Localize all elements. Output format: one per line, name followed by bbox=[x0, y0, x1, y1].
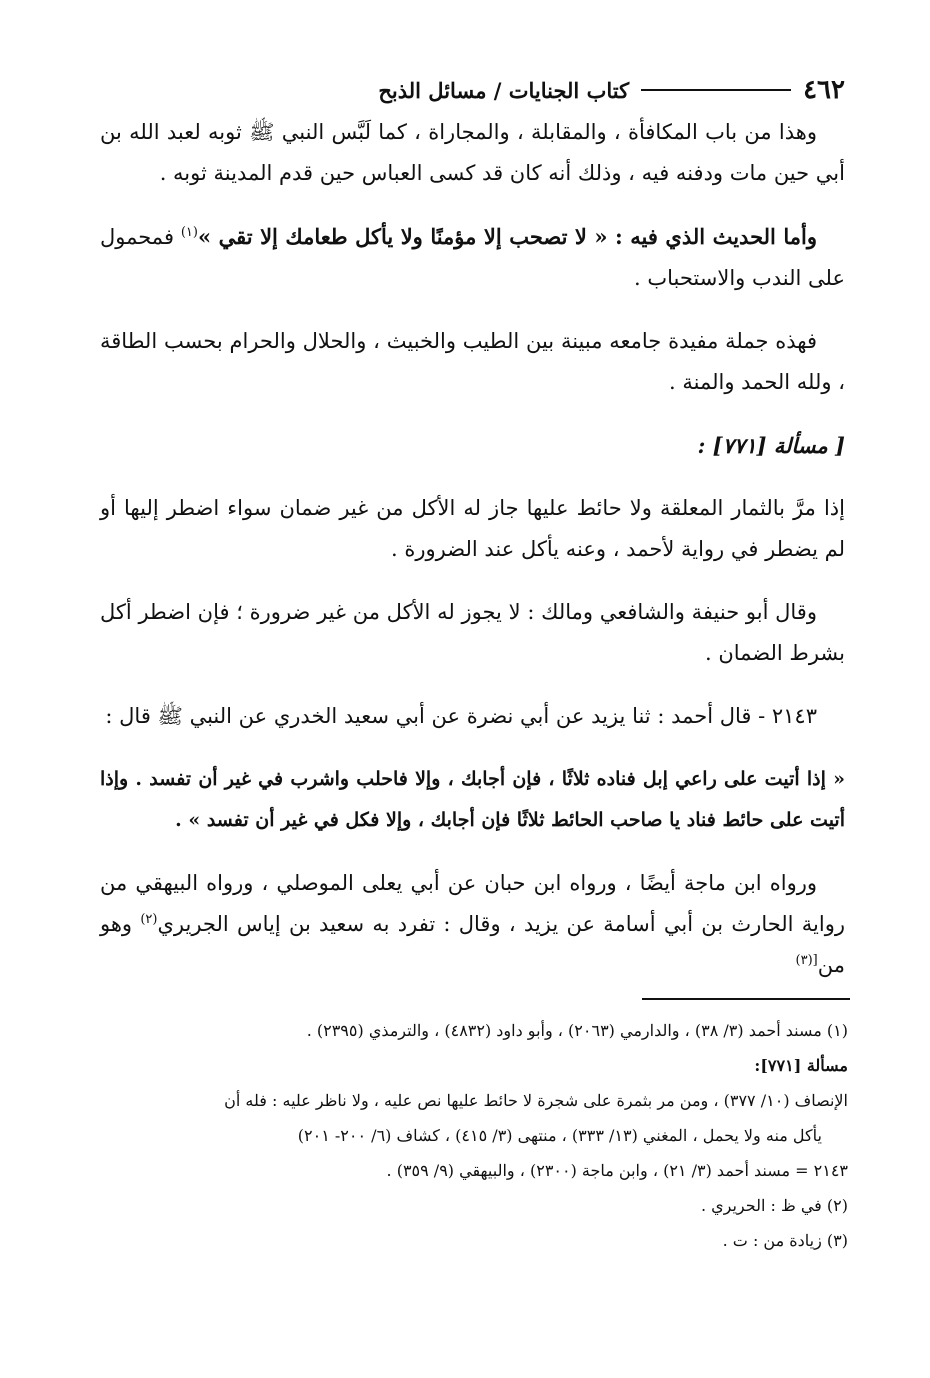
footnote-insaf-continued: يأكل منه ولا يحمل ، المغني (١٣/ ٣٣٣) ، منتهى (٣/ ٤١٥) ، كشاف (٦/ ٢٠٠- ٢٠١) bbox=[297, 1126, 822, 1145]
paragraph-2 bbox=[100, 216, 845, 299]
paragraph-4: إذا مرَّ بالثمار المعلقة ولا حائط عليها جاز له الأكل من غير ضمان سواء اضطر إليها أو لم يضطر في رواية لأحمد ، وعنه يأكل عند الضرورة . bbox=[100, 496, 845, 561]
footnote-issue-label: مسألة [٧٧١]: bbox=[754, 1056, 848, 1075]
main-text bbox=[100, 112, 845, 1008]
paragraph-2-end: فمحمول على الندب والاستحباب . bbox=[100, 225, 845, 290]
footnote-insaf: الإنصاف (١٠/ ٣٧٧) ، ومن مر بثمرة على شجرة لا حائط عليها نص عليه ، ولا ناظر عليه : فله أن bbox=[224, 1091, 848, 1110]
footnotes bbox=[100, 1016, 848, 1261]
footnote-ref-3: [(٣) bbox=[795, 953, 818, 968]
hadith-quote: وأما الحديث الذي فيه : « لا تصحب إلا مؤمنًا ولا يأكل طعامك إلا تقي » bbox=[197, 224, 817, 249]
footnote-ref-1: (١) bbox=[180, 225, 198, 240]
page-header bbox=[105, 70, 845, 110]
paragraph-7-tail: وهو من bbox=[100, 912, 845, 977]
footnote-2143: ٢١٤٣ = مسند أحمد (٣/ ٢١) ، وابن ماجة (٢٣٠٠) ، والبيهقي (٩/ ٣٥٩) . bbox=[386, 1161, 848, 1180]
paragraph-7-text: ورواه ابن ماجة أيضًا ، ورواه ابن حبان عن أبي يعلى الموصلي ، ورواه البيهقي من رواية الحارث بن أبي أسامة عن يزيد ، وقال : تفرد به سعيد بن إياس الجريري bbox=[100, 871, 845, 936]
header-rule bbox=[641, 89, 791, 91]
paragraph-3: فهذه جملة مفيدة جامعه مبينة بين الطيب والخبيث ، والحلال والحرام بحسب الطاقة ، ولله الحمد والمنة . bbox=[100, 329, 845, 394]
issue-heading: [ مسألة [٧٧١] : bbox=[697, 433, 845, 458]
page-number: ٤٦٢ bbox=[803, 75, 845, 105]
paragraph-7 bbox=[100, 863, 845, 986]
hadith-text: « إذا أتيت على راعي إبل فناده ثلاثًا ، فإن أجابك ، وإلا فاحلب واشرب في غير أن تفسد . وإذا أتيت على حائط فناد يا صاحب الحائط ثلاثًا فإن أجابك ، وإلا فكل في غير أن تفسد » . bbox=[100, 768, 845, 831]
footnote-separator bbox=[642, 998, 850, 1000]
paragraph-1: وهذا من باب المكافأة ، والمقابلة ، والمجاراة ، كما لَبَّس النبي ﷺ ثوبه لعبد الله بن أبي حين مات ودفنه فيه ، وذلك أنه كان قد كسى العباس حين قدم المدينة ثوبه . bbox=[100, 120, 845, 185]
paragraph-6: ٢١٤٣ - قال أحمد : ثنا يزيد عن أبي نضرة عن أبي سعيد الخدري عن النبي ﷺ قال : bbox=[105, 704, 817, 728]
footnote-2: (٢) في ظ : الحريري . bbox=[700, 1196, 848, 1215]
footnote-3: (٣) زيادة من : ت . bbox=[722, 1231, 848, 1250]
running-title: كتاب الجنايات / مسائل الذبح bbox=[378, 77, 630, 103]
paragraph-5: وقال أبو حنيفة والشافعي ومالك : لا يجوز له الأكل من غير ضرورة ؛ فإن اضطر أكل بشرط الضمان . bbox=[100, 600, 845, 665]
footnote-ref-2: (٢) bbox=[140, 912, 158, 927]
footnote-1: (١) مسند أحمد (٣/ ٣٨) ، والدارمي (٢٠٦٣) ، وأبو داود (٤٨٣٢) ، والترمذي (٢٣٩٥) . bbox=[306, 1021, 848, 1040]
